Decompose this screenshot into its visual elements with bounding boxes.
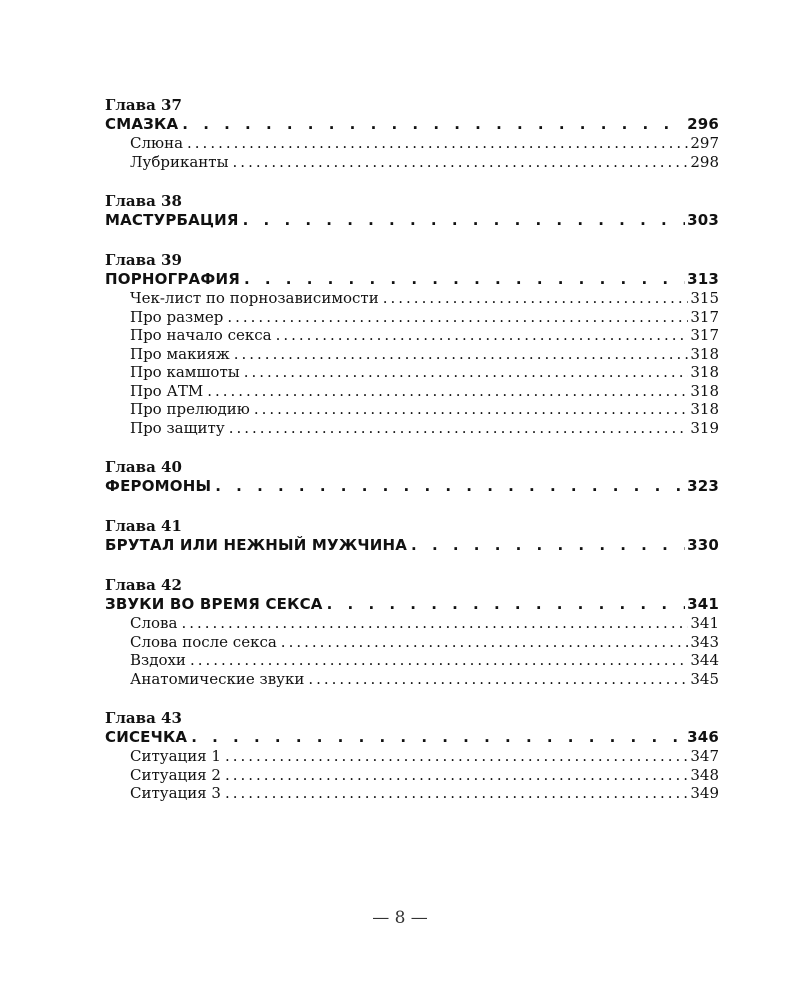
toc-item-title: Ситуация 2 [130, 765, 221, 784]
dot-leader [243, 210, 685, 230]
dot-leader [281, 633, 689, 652]
dot-leader [227, 308, 688, 327]
chapter-title-title: ЗВУКИ ВО ВРЕМЯ СЕКСА [105, 595, 323, 613]
toc-item-title: Про защиту [130, 418, 225, 437]
chapter-block [105, 458, 719, 496]
dot-leader [383, 289, 689, 308]
dot-leader [234, 345, 689, 364]
toc-item-page: 343 [690, 632, 719, 651]
toc-item [105, 670, 719, 689]
chapter-title [105, 114, 719, 134]
dot-leader [182, 114, 685, 134]
toc-item-title: Чек-лист по порнозависимости [130, 289, 379, 307]
chapter-title-page: 313 [687, 270, 719, 288]
chapter-title-title: БРУТАЛ ИЛИ НЕЖНЫЙ МУЖЧИНА [105, 536, 408, 554]
toc-item-title: Про макияж [130, 344, 230, 363]
toc-item [105, 289, 719, 308]
toc-item-title: Вздохи [130, 651, 186, 669]
chapter-title-title: МАСТУРБАЦИЯ [105, 211, 239, 229]
toc-item-title: Про начало секса [130, 326, 272, 344]
chapter-title [105, 476, 719, 496]
toc-item-page: 344 [690, 651, 719, 669]
toc-item [105, 400, 719, 419]
toc-item-title: Про камшоты [130, 363, 240, 381]
chapter-label: Глава 41 [105, 517, 182, 535]
toc-item-title: Про размер [130, 307, 224, 326]
chapter-label: Глава 42 [105, 576, 182, 594]
toc-item-page: 318 [690, 363, 719, 381]
toc-item [105, 766, 719, 785]
dot-leader [254, 400, 689, 419]
toc-item-page: 318 [690, 344, 719, 363]
toc-item-page: 315 [690, 289, 719, 307]
chapter-title-page: 330 [687, 536, 719, 554]
toc-item-page: 317 [690, 326, 719, 344]
toc-item-page: 297 [690, 134, 719, 152]
chapter-title-page: 346 [687, 728, 719, 746]
chapter-title [105, 535, 719, 555]
toc-item [105, 134, 719, 153]
page-number: — 8 — [372, 908, 428, 928]
dot-leader [225, 784, 688, 803]
dot-leader [187, 134, 688, 153]
toc-item-title: Про АТМ [130, 381, 204, 400]
dot-leader [411, 535, 685, 555]
toc-item-title: Слова после секса [130, 632, 277, 651]
chapter-title [105, 727, 719, 747]
toc-item [105, 747, 719, 766]
dot-leader [181, 614, 688, 633]
toc-item-page: 349 [690, 784, 719, 802]
toc-item-page: 298 [690, 152, 719, 171]
chapter-title-page: 296 [687, 115, 719, 133]
chapter-title-title: СМАЗКА [105, 115, 179, 133]
dot-leader [225, 747, 688, 766]
toc-item-title: Анатомические звуки [130, 669, 305, 688]
dot-leader [327, 594, 685, 614]
toc-item-page: 345 [690, 669, 719, 688]
chapter-block [105, 251, 719, 437]
toc-item-title: Лубриканты [130, 152, 229, 171]
toc-item [105, 308, 719, 327]
chapter-block [105, 709, 719, 803]
toc-item-page: 318 [690, 400, 719, 418]
dot-leader [233, 153, 689, 172]
dot-leader [190, 651, 688, 670]
toc-item [105, 326, 719, 345]
chapter-title [105, 269, 719, 289]
chapter-block [105, 576, 719, 688]
chapter-title-page: 303 [687, 211, 719, 229]
toc-item-page: 347 [690, 747, 719, 765]
chapter-label: Глава 40 [105, 458, 182, 476]
table-of-contents [105, 96, 719, 824]
toc-item-title: Ситуация 3 [130, 784, 221, 802]
chapter-title-page: 323 [687, 477, 719, 495]
chapter-title [105, 594, 719, 614]
chapter-label: Глава 39 [105, 251, 182, 269]
dot-leader [276, 326, 689, 345]
toc-item [105, 614, 719, 633]
toc-item-page: 318 [690, 381, 719, 400]
chapter-title-title: ПОРНОГРАФИЯ [105, 270, 240, 288]
toc-item-page: 319 [690, 418, 719, 437]
dot-leader [225, 766, 688, 785]
dot-leader [229, 419, 689, 438]
toc-item [105, 784, 719, 803]
toc-item [105, 153, 719, 172]
toc-item [105, 363, 719, 382]
dot-leader [191, 727, 685, 747]
chapter-block [105, 192, 719, 230]
toc-item [105, 651, 719, 670]
chapter-title [105, 210, 719, 230]
dot-leader [215, 476, 685, 496]
dot-leader [244, 363, 689, 382]
toc-item [105, 633, 719, 652]
chapter-label: Глава 37 [105, 96, 182, 114]
toc-item-page: 317 [690, 307, 719, 326]
chapter-label: Глава 43 [105, 709, 182, 727]
chapter-block [105, 517, 719, 555]
dot-leader [308, 670, 688, 689]
chapter-label: Глава 38 [105, 192, 182, 210]
dot-leader [207, 382, 688, 401]
toc-item-title: Ситуация 1 [130, 747, 221, 765]
toc-item [105, 382, 719, 401]
chapter-title-title: СИСЕЧКА [105, 728, 188, 746]
chapter-title-title: ФЕРОМОНЫ [105, 477, 212, 495]
dot-leader [244, 269, 685, 289]
toc-item-page: 341 [690, 614, 719, 632]
chapter-title-page: 341 [687, 595, 719, 613]
toc-item-title: Слова [130, 614, 178, 632]
toc-item-title: Про прелюдию [130, 400, 250, 418]
toc-item [105, 419, 719, 438]
toc-item [105, 345, 719, 364]
toc-item-page: 348 [690, 765, 719, 784]
chapter-block [105, 96, 719, 171]
toc-item-title: Слюна [130, 134, 184, 152]
